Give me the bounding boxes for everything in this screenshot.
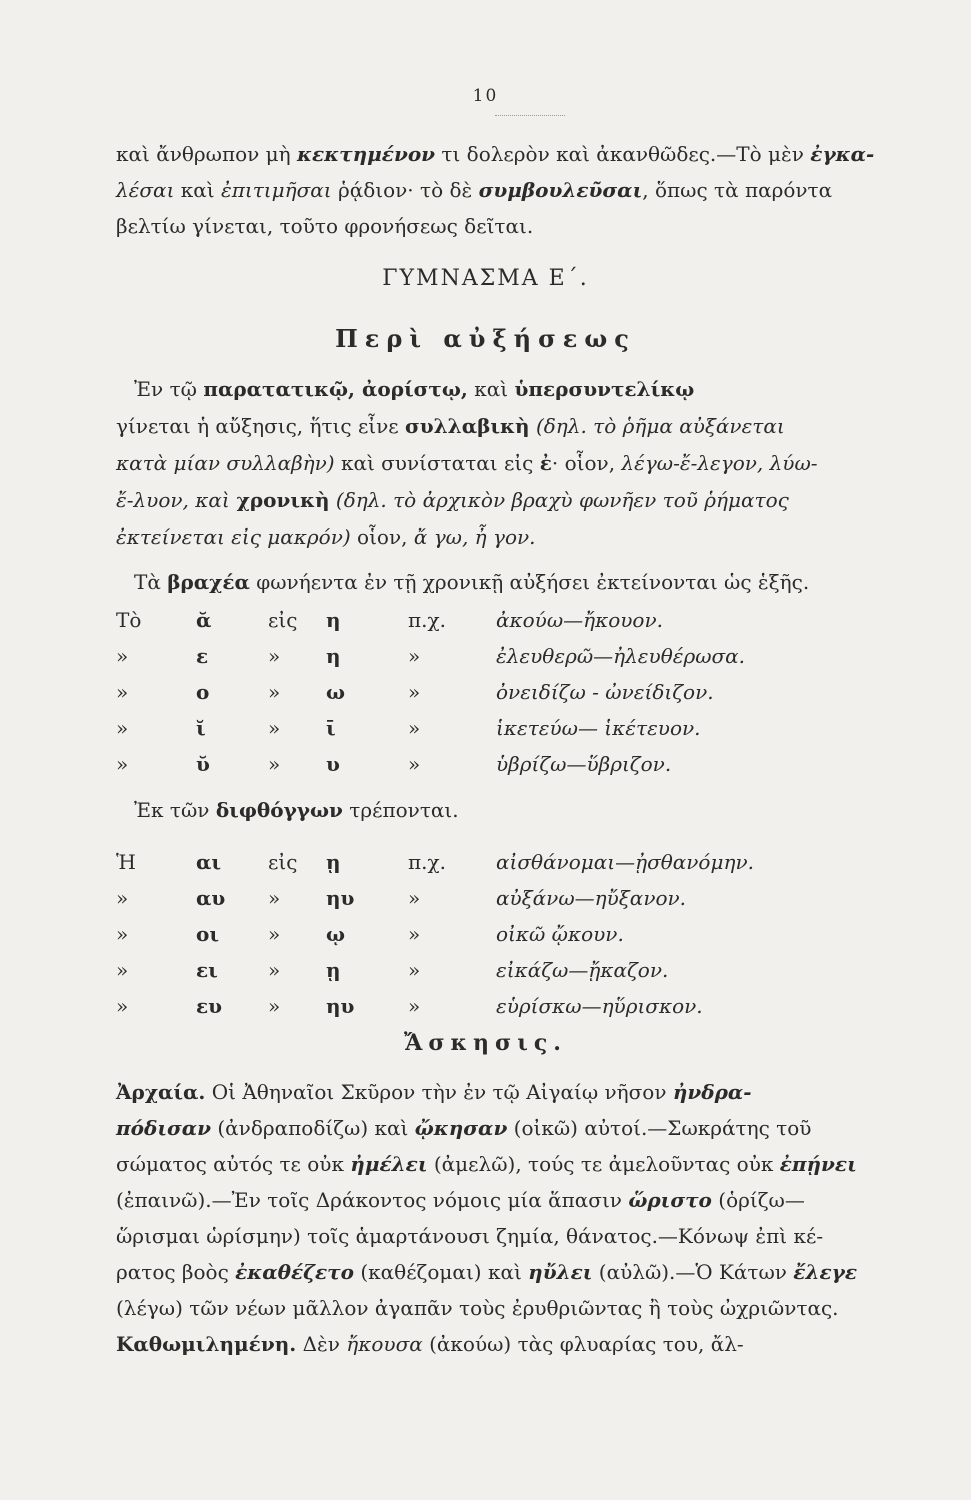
- table-cell: αυ: [196, 886, 226, 910]
- table-cell: »: [116, 922, 129, 946]
- text-segment: συμβουλεῦσαι: [478, 178, 643, 202]
- text-segment: (δηλ. τὸ ῥῆμα αὐξάνεται: [529, 414, 785, 438]
- text-segment: ὥρισμαι ὡρίσμην) τοῖς ἁμαρτάνουσι ζημία, θάνατος.—Κόνωψ ἐπὶ κέ-: [116, 1224, 824, 1248]
- table-cell: ἱκετεύω— ἱκέτευον.: [496, 716, 701, 740]
- table-cell: η: [326, 644, 341, 668]
- text-segment: ηὔλει: [528, 1260, 593, 1284]
- table-cell: »: [116, 752, 129, 776]
- text-segment: ῥᾴδιον· τὸ δὲ: [331, 178, 479, 202]
- page-number: 10: [472, 86, 499, 106]
- text-segment: κατὰ μίαν συλλαβὴν): [116, 451, 335, 475]
- table-cell: »: [408, 994, 421, 1018]
- table-cell: ῳ: [326, 922, 346, 946]
- table-cell: ῑ: [326, 716, 336, 740]
- text-segment: (αὐλῶ).—Ὁ Κάτων: [592, 1260, 794, 1284]
- text-segment: γίνεται ἡ αὔξησις, ἥτις εἶνε: [116, 414, 406, 438]
- table-cell: ἐλευθερῶ—ἠλευθέρωσα.: [496, 644, 746, 668]
- table-cell: π.χ.: [408, 850, 446, 874]
- exercise-heading: Ἄσκησις.: [404, 1030, 567, 1056]
- text-segment: ἐπιτιμῆσαι: [220, 178, 332, 202]
- text-segment: ἐκαθέζετο: [235, 1260, 354, 1284]
- text-line: [134, 568, 934, 596]
- text-segment: βραχέα: [167, 570, 250, 594]
- table-cell: ῃ: [326, 850, 341, 874]
- text-line: [116, 1078, 916, 1106]
- table-cell: Ἡ: [116, 850, 136, 874]
- text-segment: καὶ ἄνθρωπον μὴ: [116, 142, 298, 166]
- text-segment: ὥριστο: [628, 1188, 712, 1212]
- text-line: [116, 523, 916, 551]
- text-segment: ἐκτείνεται εἰς μακρόν): [116, 525, 351, 549]
- table-cell: αὐξάνω—ηὔξανον.: [496, 886, 687, 910]
- text-segment: βελτίω γίνεται, τοῦτο φρονήσεως δεῖται.: [116, 214, 534, 238]
- table-cell: ηυ: [326, 994, 355, 1018]
- text-segment: χρονικὴ: [229, 488, 330, 512]
- table-cell: »: [116, 994, 129, 1018]
- table-cell: εἰς: [268, 850, 298, 874]
- table-cell: εἰς: [268, 608, 298, 632]
- table-cell: »: [116, 958, 129, 982]
- text-segment: ἄ γω, ἦ γον.: [413, 525, 536, 549]
- table-cell: »: [268, 922, 281, 946]
- text-segment: σώματος αὐτός τε οὐκ: [116, 1152, 351, 1176]
- table-cell: οἰκῶ ᾤκουν.: [496, 922, 624, 946]
- table-cell: ο: [196, 680, 210, 704]
- table-cell: Τὸ: [116, 608, 142, 632]
- text-segment: παρατατικῷ, ἀορίστῳ,: [203, 377, 468, 401]
- text-segment: ἤκουσα: [346, 1332, 423, 1356]
- table-cell: »: [408, 716, 421, 740]
- text-line: [116, 1294, 916, 1322]
- table-cell: ε: [196, 644, 209, 668]
- text-segment: ἐ: [539, 451, 552, 475]
- text-segment: ἠμέλει: [350, 1152, 428, 1176]
- text-segment: Καθωμιλημένη.: [116, 1332, 297, 1356]
- text-segment: ἐγκα-: [810, 142, 875, 166]
- text-segment: (ἀνδραποδίζω) καὶ: [211, 1116, 415, 1140]
- table-cell: »: [268, 994, 281, 1018]
- text-line: [116, 449, 916, 477]
- table-cell: »: [268, 716, 281, 740]
- text-line: [116, 176, 916, 204]
- text-segment: τι δολερὸν καὶ ἀκανθῶδες.—Τὸ μὲν: [435, 142, 811, 166]
- table-cell: ηυ: [326, 886, 355, 910]
- table-cell: »: [408, 958, 421, 982]
- table-cell: »: [408, 886, 421, 910]
- text-segment: πόδισαν: [116, 1116, 212, 1140]
- table-cell: π.χ.: [408, 608, 446, 632]
- table-cell: »: [116, 680, 129, 704]
- text-segment: οἷον,: [350, 525, 414, 549]
- table-cell: ὑβρίζω—ὕβριζον.: [496, 752, 672, 776]
- text-segment: ἔ-λυον, καὶ: [116, 488, 230, 512]
- text-segment: Τὰ: [134, 570, 168, 594]
- text-line: [134, 375, 934, 403]
- table-cell: ῠ: [196, 752, 210, 776]
- page-number-rule: [495, 115, 565, 116]
- text-segment: φωνήεντα ἐν τῇ χρονικῇ αὐξήσει ἐκτείνονται ὡς ἑξῆς.: [249, 570, 810, 594]
- table-cell: ᾰ: [196, 608, 212, 632]
- text-line: [116, 486, 916, 514]
- table-cell: »: [408, 644, 421, 668]
- table-cell: »: [116, 886, 129, 910]
- text-segment: καὶ συνίσταται εἰς: [334, 451, 540, 475]
- text-segment: (οἰκῶ) αὐτοί.—Σωκράτης τοῦ: [507, 1116, 812, 1140]
- text-segment: τρέπονται.: [342, 798, 459, 822]
- text-segment: Ἐν τῷ: [134, 377, 204, 401]
- text-segment: , ὅπως τὰ παρόντα: [642, 178, 833, 202]
- text-segment: Οἱ Ἀθηναῖοι Σκῦρον τὴν ἐν τῷ Αἰγαίῳ νῆσον: [205, 1080, 673, 1104]
- text-segment: Δὲν: [296, 1332, 347, 1356]
- table-cell: »: [268, 644, 281, 668]
- text-line: [116, 140, 916, 168]
- text-segment: λέσαι: [116, 178, 175, 202]
- table-cell: ἀκούω—ἤκουον.: [496, 608, 663, 632]
- table-cell: εὑρίσκω—ηὕρισκον.: [496, 994, 703, 1018]
- text-segment: λέγω-ἔ-λεγον, λύω-: [621, 451, 818, 475]
- table-cell: »: [268, 958, 281, 982]
- text-segment: ἠνδρα-: [672, 1080, 752, 1104]
- text-line: [134, 796, 934, 824]
- text-segment: Ἐκ τῶν: [134, 798, 216, 822]
- text-segment: ᾤκησαν: [414, 1116, 508, 1140]
- table-cell: ὀνειδίζω - ὠνείδιζον.: [496, 680, 714, 704]
- table-cell: »: [268, 752, 281, 776]
- table-cell: ῃ: [326, 958, 341, 982]
- table-cell: οι: [196, 922, 220, 946]
- text-line: [116, 1258, 916, 1286]
- table-cell: εἰκάζω—ᾔκαζον.: [496, 958, 669, 982]
- table-cell: ευ: [196, 994, 223, 1018]
- text-line: [116, 412, 916, 440]
- text-segment: ἐπῄνει: [779, 1152, 857, 1176]
- text-segment: (καθέζομαι) καὶ: [353, 1260, 529, 1284]
- table-cell: ει: [196, 958, 218, 982]
- text-segment: (λέγω) τῶν νέων μᾶλλον ἀγαπᾶν τοὺς ἐρυθριῶντας ἢ τοὺς ὠχριῶντας.: [116, 1296, 839, 1320]
- text-segment: (ἀμελῶ), τούς τε ἀμελοῦντας οὐκ: [427, 1152, 780, 1176]
- text-segment: (δηλ. τὸ ἀρχικὸν βραχὺ φωνῆεν τοῦ ῥήματος: [329, 488, 789, 512]
- text-segment: · οἷον,: [551, 451, 622, 475]
- text-line: [116, 1330, 916, 1358]
- section-subheading: Περὶ αὐξήσεως: [335, 324, 636, 353]
- table-cell: »: [116, 716, 129, 740]
- table-cell: ω: [326, 680, 346, 704]
- text-segment: ὑπερσυντελίκῳ: [514, 377, 695, 401]
- text-line: [116, 1222, 916, 1250]
- table-cell: »: [408, 680, 421, 704]
- table-cell: αἰσθάνομαι—ᾐσθανόμην.: [496, 850, 754, 874]
- text-segment: ρατος βοὸς: [116, 1260, 236, 1284]
- table-cell: υ: [326, 752, 340, 776]
- text-line: [116, 1150, 916, 1178]
- text-segment: κεκτημένον: [297, 142, 436, 166]
- text-line: [116, 1114, 916, 1142]
- text-segment: καὶ: [467, 377, 515, 401]
- table-cell: ῐ: [196, 716, 206, 740]
- table-cell: η: [326, 608, 341, 632]
- text-segment: συλλαβικὴ: [405, 414, 530, 438]
- text-segment: (ἀκούω) τὰς φλυαρίας του, ἄλ-: [422, 1332, 744, 1356]
- section-heading: ΓΥΜΝΑΣΜΑ Ε΄.: [382, 266, 589, 291]
- table-cell: »: [408, 752, 421, 776]
- text-line: [116, 1186, 916, 1214]
- text-segment: ἔλεγε: [793, 1260, 857, 1284]
- text-segment: (ὁρίζω—: [711, 1188, 805, 1212]
- table-cell: »: [408, 922, 421, 946]
- text-segment: Ἀρχαία.: [116, 1080, 206, 1104]
- table-cell: »: [116, 644, 129, 668]
- text-line: [116, 212, 916, 240]
- table-cell: »: [268, 680, 281, 704]
- text-segment: διφθόγγων: [215, 798, 343, 822]
- table-cell: αι: [196, 850, 222, 874]
- table-cell: »: [268, 886, 281, 910]
- text-segment: (ἐπαινῶ).—Ἐν τοῖς Δράκοντος νόμοις μία ἅπασιν: [116, 1188, 629, 1212]
- text-segment: καὶ: [174, 178, 221, 202]
